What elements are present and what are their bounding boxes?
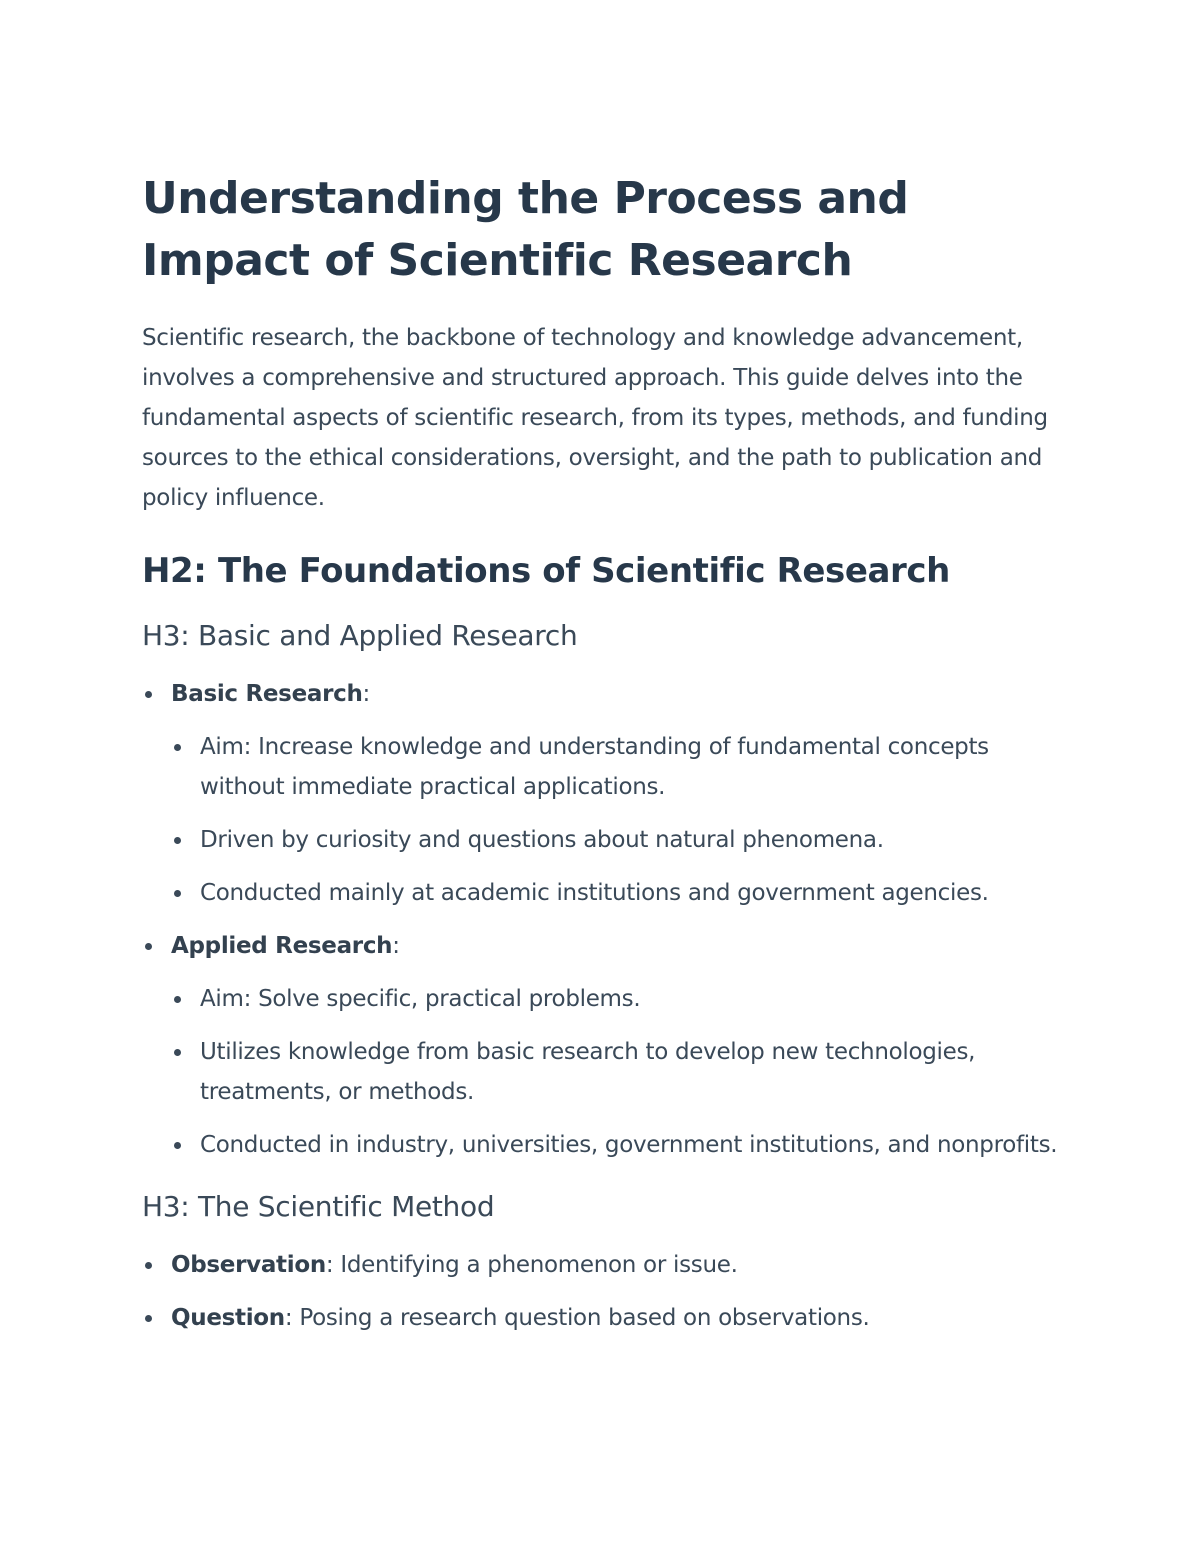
basic-research-suffix: : [362,681,370,707]
intro-paragraph: Scientific research, the backbone of technology and knowledge advancement, involves a comprehensive and structured approach. This guide delves into the fundamental aspects of scientific research, from its types, methods, and funding sources to the ethical considerations, oversight, and the path to publication and policy influence. [142,325,1048,511]
applied-research-sublist [171,979,1072,1165]
applied-research-suffix: : [392,933,400,959]
observation-label: Observation [171,1252,326,1278]
research-types-list [142,674,1072,1165]
list-item-basic-research [142,674,1072,913]
subsection-heading-scientific-method: H3: The Scientific Method [142,1190,495,1223]
list-item-observation [142,1245,1072,1285]
applied-research-label: Applied Research [171,933,393,959]
basic-research-label: Basic Research [171,681,363,707]
list-item: Utilizes knowledge from basic research to develop new technologies, treatments, or methods. [171,1032,1072,1112]
list-item-question [142,1298,1072,1338]
list-item: Conducted in industry, universities, government institutions, and nonprofits. [171,1125,1072,1165]
list-item-applied-research [142,926,1072,1165]
observation-text: : Identifying a phenomenon or issue. [325,1252,738,1278]
list-item: Conducted mainly at academic institutions and government agencies. [171,873,1072,913]
document-page [142,168,1072,1351]
page-title: Understanding the Process and Impact of Scientific Research [142,173,909,286]
question-label: Question [171,1305,285,1331]
question-text: : Posing a research question based on observations. [284,1305,870,1331]
scientific-method-list [142,1245,1072,1338]
list-item: Driven by curiosity and questions about natural phenomena. [171,820,1072,860]
section-heading-foundations: H2: The Foundations of Scientific Research [142,551,950,591]
subsection-heading-basic-applied: H3: Basic and Applied Research [142,619,578,652]
basic-research-sublist [171,727,1072,913]
list-item: Aim: Increase knowledge and understanding of fundamental concepts without immediate practical applications. [171,727,1072,807]
list-item: Aim: Solve specific, practical problems. [171,979,1072,1019]
